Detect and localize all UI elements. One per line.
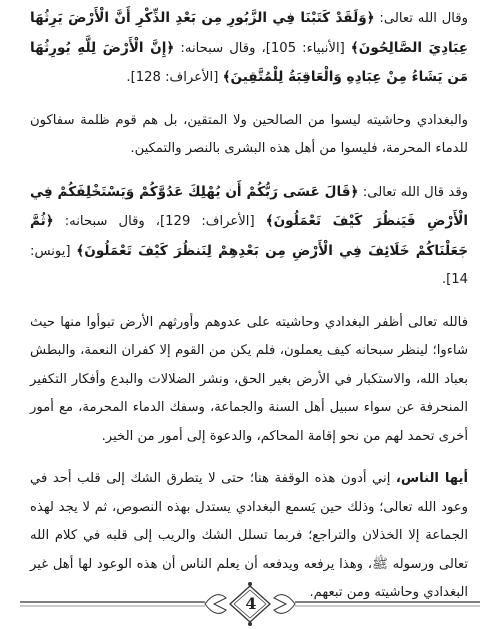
verse-reference: [الأعراف: 129]، وقال سبحانه: [53, 214, 266, 229]
text-span: وقد قال الله تعالى: [358, 184, 469, 200]
text-span: إني أدون هذه الوقفة هنا؛ حتى لا يتطرق الشك إلى قلب أحد في وعود الله تعالى؛ وذلك حين يَسمع البغدادي يستدل بهذه النصوص، ثم لا يجد لهذه الجماعة إلا الخذلان والتراجع؛ فربما تسلل الشك والريب إلى قلبه في كلام الله تعالى ورسوله ﷺ، وهذا يرفعه ويدفعه أن يعلم الناس أن هذه الوعود لها أهل غير البغدادي وحاشيته ومن تبعهم. [30, 471, 468, 600]
quran-verse: ﴿قَالَ عَسَى رَبُّكُمْ أَن يُهْلِكَ عَدُوَّكُمْ وَيَسْتَخْلِفَكُمْ فِي الْأَرْضِ فَيَنظُرَ كَيْفَ تَعْمَلُونَ﴾ [30, 183, 469, 229]
page-number: 4 [245, 594, 257, 613]
verse-reference: [الأنبياء: 105]، وقال سبحانه: [174, 40, 351, 56]
quran-verse: ﴿ثُمَّ جَعَلْنَاكُمْ خَلَائِفَ فِي الْأَرْضِ مِن بَعْدِهِمْ لِنَنظُرَ كَيْفَ تَعْمَلُونَ﴾ [30, 213, 469, 259]
bold-address: أيها الناس، [395, 471, 468, 486]
quran-verse: ﴿إِنَّ الْأَرْضَ لِلَّهِ يُورِثُهَا مَن يَشَاءُ مِنْ عِبَادِهِ وَالْعَاقِبَةُ لِلْمُتَّقِينَ﴾ [30, 39, 468, 85]
quran-verse: ﴿وَلَقَدْ كَتَبْنَا فِي الزَّبُورِ مِن بَعْدِ الذِّكْرِ أَنَّ الْأَرْضَ يَرِثُهَا عِبَادِيَ الصَّالِحُونَ﴾ [30, 10, 468, 56]
verse-reference: [يونس: 14]. [30, 243, 468, 287]
paragraph-4: فالله تعالى أظفر البغدادي وحاشيته على عدوهم وأورثهم الأرض تبوأوا منها حيث شاءوا؛ لينظر سبحانه كيف يعملون، فلم يكن من القوم إلا كفران النعمة، والبطش بعباد الله، والاستكبار في الأرض بغير الحق، ونشر الضلالات والبدع وأفكار التكفير المنحرفة عن سواء سبيل أهل السنة والجماعة، وسفك الدماء المحرمة، مع أمور أخرى تحمد لهم من نحو إقامة المحاكم، والدعوة إلى أمور من الخير. [30, 314, 468, 444]
text-body [30, 4, 468, 622]
text-span: وقال الله تعالى: [374, 11, 468, 26]
paragraph-2: والبغدادي وحاشيته ليسوا من الصالحين ولا المتقين، بل هم قوم ظلمة سفاكون للدماء المحرمة، فليسوا من أهل هذه البشرى بالنصر والتمكين. [30, 112, 468, 156]
paragraph-3 [30, 178, 468, 295]
paragraph-1 [30, 4, 468, 93]
verse-reference: [الأعراف: 128]. [126, 70, 223, 85]
